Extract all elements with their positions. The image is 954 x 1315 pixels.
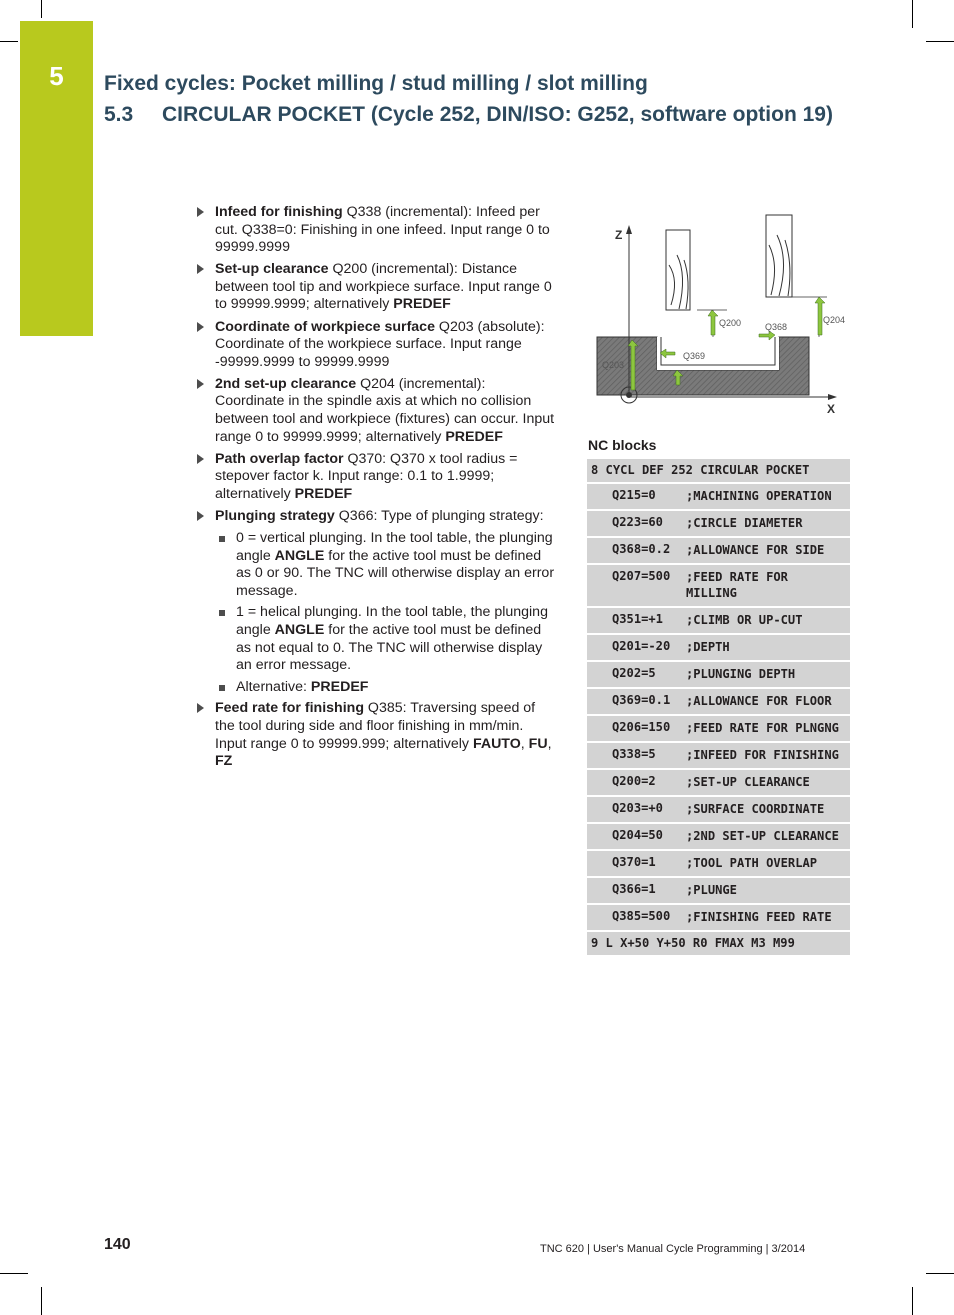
sub-item [196,679,558,697]
param-item [196,508,558,526]
z-axis-arrow-icon [626,225,632,234]
nc-code: Q200=2 [612,774,656,788]
nc-row [587,716,850,743]
chapter-tab [20,21,93,336]
nc-code: Q366=1 [612,882,656,896]
nc-comment: ;TOOL PATH OVERLAP [686,856,818,870]
nc-first-row: 8 CYCL DEF 252 CIRCULAR POCKET [587,459,850,484]
param-keyword: FU [528,735,548,752]
nc-comment: ;DEPTH [686,640,730,654]
triangle-bullet-icon [197,454,204,464]
label-q368: Q368 [765,322,788,332]
nc-comment: ;ALLOWANCE FOR FLOOR [686,694,832,708]
section-title [104,103,833,127]
nc-blocks-table [587,459,850,957]
nc-code: Q207=500 [612,569,671,583]
nc-comment: ;PLUNGING DEPTH [686,667,796,681]
crop-mark [912,0,913,28]
nc-comment: ;INFEED FOR FINISHING [686,748,839,762]
param-item [196,261,558,314]
sub-keyword: ANGLE [274,622,325,639]
tool-right-icon [766,215,792,297]
nc-row [587,565,850,608]
nc-code: Q370=1 [612,855,656,869]
nc-row [587,484,850,511]
footer-text: TNC 620 | User's Manual Cycle Programming | 3/2014 [540,1243,806,1255]
param-keyword: PREDEF [393,296,451,313]
nc-code: Q206=150 [612,720,671,734]
nc-code: Q201=-20 [612,639,671,653]
label-q204: Q204 [823,315,846,325]
nc-row [587,743,850,770]
section-title-text: CIRCULAR POCKET (Cycle 252, DIN/ISO: G252, software option 19) [162,103,833,126]
param-item [196,376,558,446]
nc-code: Q223=60 [612,515,663,529]
param-item [196,700,558,770]
nc-code: Q369=0.1 [612,693,671,707]
nc-comment: ;FINISHING FEED RATE [686,910,832,924]
param-text: Q203 (absolute): Coordinate of the workpiece surface. Input range -99999.9999 to 99999.9999 [215,318,545,370]
nc-row [587,635,850,662]
param-term: Plunging strategy [215,508,335,524]
crop-mark [41,1287,42,1315]
param-term: Infeed for finishing [215,204,343,220]
nc-code: Q215=0 [612,488,656,502]
param-keyword: FAUTO [472,735,521,752]
crop-mark [0,41,18,42]
sub-text: 1 = helical plunging. In the tool table, the plunging angle [236,604,548,639]
crop-mark [41,0,42,18]
section-number: 5.3 [104,103,134,126]
nc-code: Q385=500 [612,909,671,923]
nc-last-row: 9 L X+50 Y+50 R0 FMAX M3 M99 [587,932,850,957]
sub-text: 0 = vertical plunging. In the tool table, the plunging angle [236,530,553,564]
nc-comment: ;FEED RATE FOR MILLING [686,570,788,600]
crop-mark [0,1273,28,1274]
param-term: Set-up clearance [215,261,329,278]
param-text: Q370: Q370 x tool radius = stepover factor k. Input range: 0.1 to 1.9999; alternatively [215,450,518,502]
param-text: Q385: Traversing speed of the tool during side and floor finishing in mm/min. Input range 0 to 99999.999; alternatively [215,700,536,752]
nc-row [587,662,850,689]
nc-code: Q204=50 [612,828,663,842]
nc-row [587,851,850,878]
parameter-list [196,204,558,775]
triangle-bullet-icon [197,703,204,713]
arrow-q200-icon [708,310,718,335]
nc-row [587,878,850,905]
nc-comment: ;CLIMB OR UP-CUT [686,613,803,627]
chapter-number: 5 [49,61,64,91]
nc-row [587,905,850,932]
square-bullet-icon [219,610,225,616]
tool-left-icon [666,230,690,310]
param-term: Feed rate for finishing [215,700,364,717]
nc-comment: ;ALLOWANCE FOR SIDE [686,543,825,557]
separator: , [547,735,552,752]
param-keyword: PREDEF [445,428,503,445]
square-bullet-icon [219,536,225,542]
nc-comment: ;PLUNGE [686,883,737,897]
nc-row [587,538,850,565]
sub-text: for the active tool must be defined as 0 or 90. The TNC will otherwise display an error message. [236,547,555,599]
param-text: Q338 (incremental): Infeed per cut. Q338=0: Finishing in one infeed. Input range 0 to 99999.9999 [215,204,550,256]
sub-keyword: PREDEF [310,678,369,695]
triangle-bullet-icon [197,207,204,217]
label-q369: Q369 [683,351,706,361]
triangle-bullet-icon [197,379,204,389]
sub-keyword: ANGLE [274,547,325,564]
nc-row [587,797,850,824]
triangle-bullet-icon [197,511,204,521]
nc-code: Q203=+0 [612,801,663,815]
param-item [196,451,558,504]
sub-item [196,604,558,674]
triangle-bullet-icon [197,264,204,274]
nc-code: Q338=5 [612,747,656,761]
nc-row [587,608,850,635]
sub-item [196,530,558,600]
nc-comment: ;CIRCLE DIAMETER [686,516,803,530]
nc-comment: ;MACHINING OPERATION [686,489,832,503]
sub-text: Alternative: [236,678,311,695]
z-axis-label: Z [615,228,623,242]
square-bullet-icon [219,685,225,691]
nc-blocks-title: NC blocks [588,437,657,453]
nc-code: Q202=5 [612,666,656,680]
nc-code: Q368=0.2 [612,542,671,556]
nc-comment: ;SURFACE COORDINATE [686,802,825,816]
crop-mark [926,1273,954,1274]
nc-row [587,824,850,851]
nc-comment: ;SET-UP CLEARANCE [686,775,810,789]
x-axis-label: X [827,402,836,416]
datum-center [626,392,632,398]
param-text: Q366: Type of plunging strategy: [334,508,544,524]
nc-comment: ;FEED RATE FOR PLNGNG [686,721,839,735]
param-keyword: PREDEF [294,485,353,502]
nc-code: Q351=+1 [612,612,663,626]
param-text: Q200 (incremental): Distance between tool tip and workpiece surface. Input range 0 to 99999.9999; alternatively [215,261,552,313]
param-term: Coordinate of workpiece surface [215,318,435,335]
label-q203: Q203 [602,360,625,370]
triangle-bullet-icon [197,322,204,332]
param-keyword: FZ [215,753,233,770]
separator: , [520,735,529,752]
param-term: Path overlap factor [215,450,344,467]
label-q200: Q200 [719,318,742,328]
nc-comment: ;2ND SET-UP CLEARANCE [686,829,839,843]
pocket-diagram [587,205,851,425]
nc-row [587,689,850,716]
param-item [196,319,558,372]
crop-mark [912,1287,913,1315]
sub-text: for the active tool must be defined as not equal to 0. The TNC will otherwise display an error message. [236,622,543,674]
nc-row [587,770,850,797]
x-axis-arrow-icon [828,394,837,400]
chapter-title: Fixed cycles: Pocket milling / stud milling / slot milling [104,72,648,95]
page-number: 140 [104,1236,131,1253]
crop-mark [926,41,954,42]
param-item [196,204,558,257]
nc-row [587,511,850,538]
param-text: Q204 (incremental): Coordinate in the spindle axis at which no collision between tool and workpiece (fixtures) can occur. Input range 0 to 99999.9999; alternatively [215,375,555,445]
param-term: 2nd set-up clearance [215,375,357,392]
